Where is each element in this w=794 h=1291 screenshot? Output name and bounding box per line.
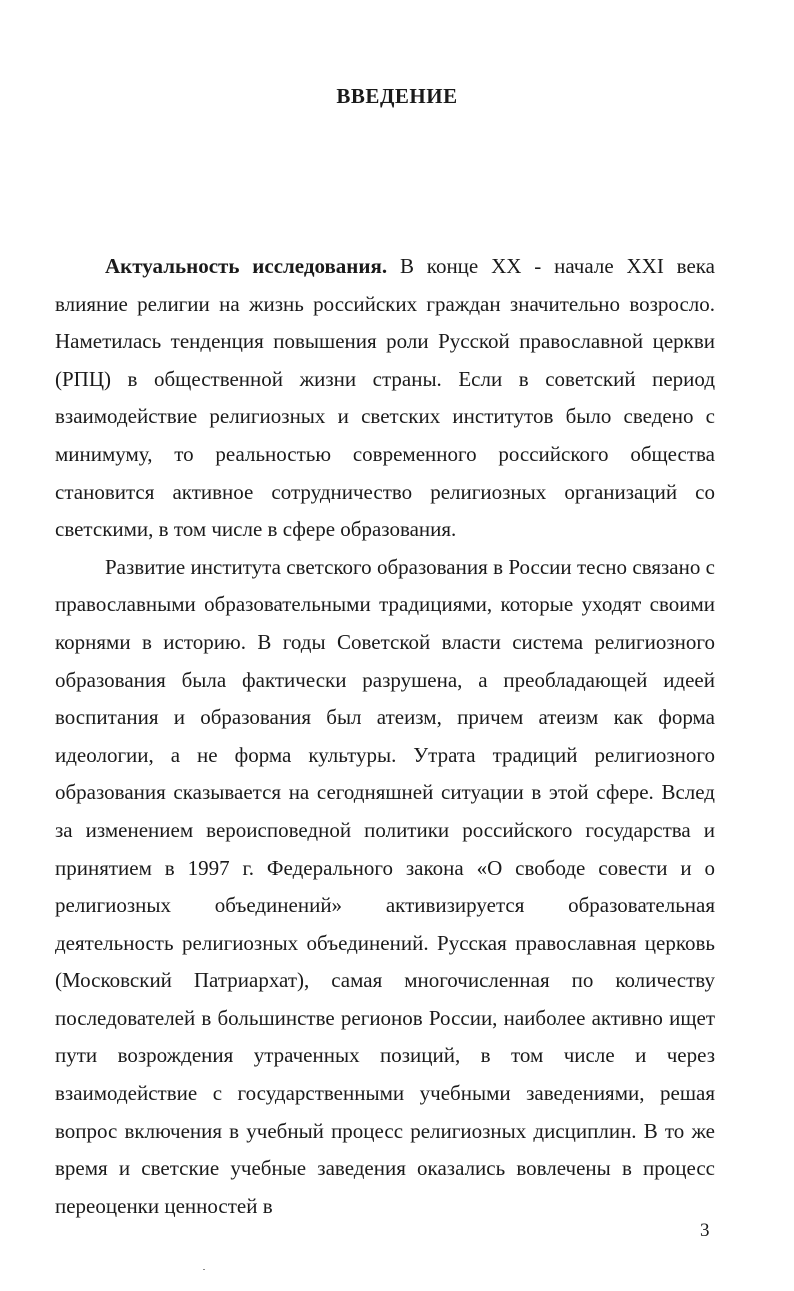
paragraph-1 <box>55 248 715 549</box>
paragraph-2-text: Развитие института светского образования в России тесно связано с православными образовательными традициями, которые уходят своими корнями в историю. В годы Советской власти система религиозного образования была фактически разрушена, а преобладающей идеей воспитания и образования был атеизм, причем атеизм как форма идеологии, а не форма культуры. Утрата традиций религиозного образования сказывается на сегодняшней ситуации в этой сфере. Вслед за изменением вероисповедной политики российского государства и принятием в 1997 г. Федерального закона «О свободе совести и о религиозных объединений» активизируется образовательная деятельность религиозных объединений. Русская православная церковь (Московский Патриархат), самая многочисленная по количеству последователей в большинстве регионов России, наиболее активно ищет пути возрождения утраченных позиций, в том числе и через взаимодействие с государственными учебными заведениями, решая вопрос включения в учебный процесс религиозных дисциплин. В то же время и светские учебные заведения оказались вовлечены в процесс переоценки ценностей в <box>55 554 715 1218</box>
page-title: ВВЕДЕНИЕ <box>336 84 458 108</box>
body-text <box>55 248 715 1225</box>
scan-speck <box>203 1269 205 1270</box>
paragraph-2 <box>55 549 715 1226</box>
paragraph-1-text: В конце XX - начале XXI века влияние религии на жизнь российских граждан значительно возросло. Наметилась тенденция повышения роли Русской православной церкви (РПЦ) в общественной жизни страны. Если в советский период взаимодействие религиозных и светских институтов было сведено с минимуму, то реальностью современного российского общества становится активное сотрудничество религиозных организаций со светскими, в том числе в сфере образования. <box>55 254 715 542</box>
paragraph-1-lead: Актуальность исследования. <box>105 254 388 278</box>
page-number: 3 <box>700 1220 710 1241</box>
